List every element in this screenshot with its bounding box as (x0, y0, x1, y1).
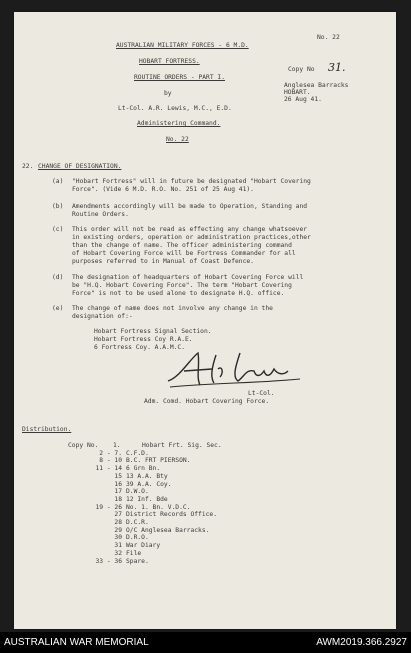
paragraph-label: (e) (52, 305, 64, 312)
unit-line: 6 Fortress Coy. A.A.M.C. (94, 344, 185, 351)
paragraph-label: (c) (52, 226, 64, 233)
distribution-recipient: District Records Office. (126, 511, 217, 519)
distribution-recipient: 6 Grn Bn. (126, 465, 161, 473)
paragraph-line: be "H.Q. Hobart Covering Force". The term "Hobart Covering (72, 282, 292, 289)
distribution-recipient: B.C. FRT PIERSON. (126, 457, 191, 465)
distribution-recipient: 39 A.A. Coy. (126, 480, 172, 488)
distribution-recipient: D.C.R. (126, 519, 149, 526)
distribution-copy-number: 1. (113, 442, 121, 449)
distribution-recipient: 12 Inf. Bde (126, 495, 168, 503)
paragraph-line: of Hobart Covering Force will be Fortress Commander for all (72, 250, 296, 257)
order-title: CHANGE OF DESIGNATION. (38, 163, 122, 170)
order-number: No. 22 (166, 136, 189, 143)
distribution-copy-number: 33 - 36 (95, 557, 122, 565)
distribution-heading: Distribution. (22, 426, 72, 433)
order-item-number: 22. (22, 163, 34, 170)
distribution-copy-number: 15 (114, 472, 122, 480)
paragraph-line: than the change of name. The officer administering command (72, 242, 292, 249)
distribution-copy-number: 17 (114, 488, 122, 496)
paragraph-line: Force" is not to be used alone to designate H.Q. office. (72, 290, 285, 297)
paragraph-line: in existing orders, operation or administration practices,other (72, 234, 311, 241)
distribution-copy-number: 11 - 14 (95, 465, 122, 473)
distribution-copy-number: 2 - 7. (99, 449, 122, 457)
distribution-copy-number: 8 - 10 (99, 457, 122, 465)
distribution-recipient: D.R.O. (126, 534, 149, 542)
by-text: by (164, 90, 172, 97)
paragraph-line: Routine Orders. (72, 211, 129, 218)
footer-archive-name: AUSTRALIAN WAR MEMORIAL (4, 637, 149, 648)
signature-rank: Lt-Col. (248, 390, 275, 397)
doc-number: No. 22 (317, 34, 340, 41)
paragraph-line: "Hobart Fortress" will in future be designated "Hobart Covering (72, 178, 311, 185)
distribution-copy-number: 28 (114, 519, 122, 526)
distribution-copy-number: 16 (114, 480, 122, 488)
archive-footer (0, 632, 411, 653)
distribution-recipient: Spare. (126, 557, 149, 565)
distribution-recipient: File (126, 549, 142, 557)
distribution-recipient: D.W.O. (126, 488, 149, 496)
distribution-copy-number: 18 (114, 495, 122, 503)
document-page (14, 12, 396, 629)
paragraph-label: (d) (52, 274, 64, 281)
copy-number-handwritten: 31. (328, 61, 346, 74)
paragraph-label: (a) (52, 178, 64, 185)
distribution-recipient: O/C Anglesea Barracks. (126, 526, 210, 534)
unit-line: Hobart Fortress Signal Section. (94, 328, 212, 335)
order-date: 26 Aug 41. (284, 96, 322, 103)
header-line-2: HOBART FORTRESS. (139, 58, 200, 65)
distribution-copy-number: 30 (114, 534, 122, 542)
paragraph-line: designation of:- (72, 313, 133, 320)
distribution-recipient: Hobart Frt. Sig. Sec. (142, 442, 222, 449)
distribution-copy-number: 27 (114, 511, 122, 519)
header-line-1: AUSTRALIAN MILITARY FORCES - 6 M.D. (116, 42, 249, 49)
distribution-recipient: C.F.D. (126, 449, 149, 457)
administering-command: Administering Command. (137, 120, 221, 127)
handwritten-signature (160, 347, 310, 391)
paragraph-line: The designation of headquarters of Hobart Covering Force will (72, 274, 304, 281)
distribution-copy-number: 32 (114, 549, 122, 557)
distribution-recipient: No. 1. Bn. V.D.C. (126, 503, 191, 511)
barracks-location: Anglesea Barracks (284, 82, 349, 89)
distribution-recipient: War Diary (126, 542, 161, 550)
unit-line: Hobart Fortress Coy R.A.E. (94, 336, 193, 343)
paragraph-line: Amendments accordingly will be made to Operation, Standing and (72, 203, 308, 210)
paragraph-line: purposes referred to in Manual of Coast Defence. (72, 258, 254, 265)
city: HOBART. (284, 89, 311, 96)
signature-title: Adm. Comd. Hobart Covering Force. (144, 398, 270, 405)
copy-label: Copy No (288, 66, 315, 73)
commander-name: Lt-Col. A.R. Lewis, M.C., E.D. (118, 105, 232, 112)
footer-accession-number: AWM2019.366.2927 (316, 637, 407, 648)
distribution-recipient: 13 A.A. Bty (126, 472, 168, 480)
paragraph-line: The change of name does not involve any change in the (72, 305, 273, 312)
header-line-3: ROUTINE ORDERS - PART I. (134, 74, 225, 81)
paragraph-line: This order will not be read as effecting any change whatsoever (72, 226, 308, 233)
distribution-copy-number: 19 - 26 (95, 503, 122, 511)
distribution-copy-label: Copy No. (68, 442, 99, 449)
distribution-copy-number: 31 (114, 542, 122, 550)
paragraph-line: Force". (Vide 6 M.D. R.O. No. 251 of 25 Aug 41). (72, 186, 254, 193)
paragraph-label: (b) (52, 203, 64, 210)
distribution-copy-number: 29 (114, 526, 122, 534)
